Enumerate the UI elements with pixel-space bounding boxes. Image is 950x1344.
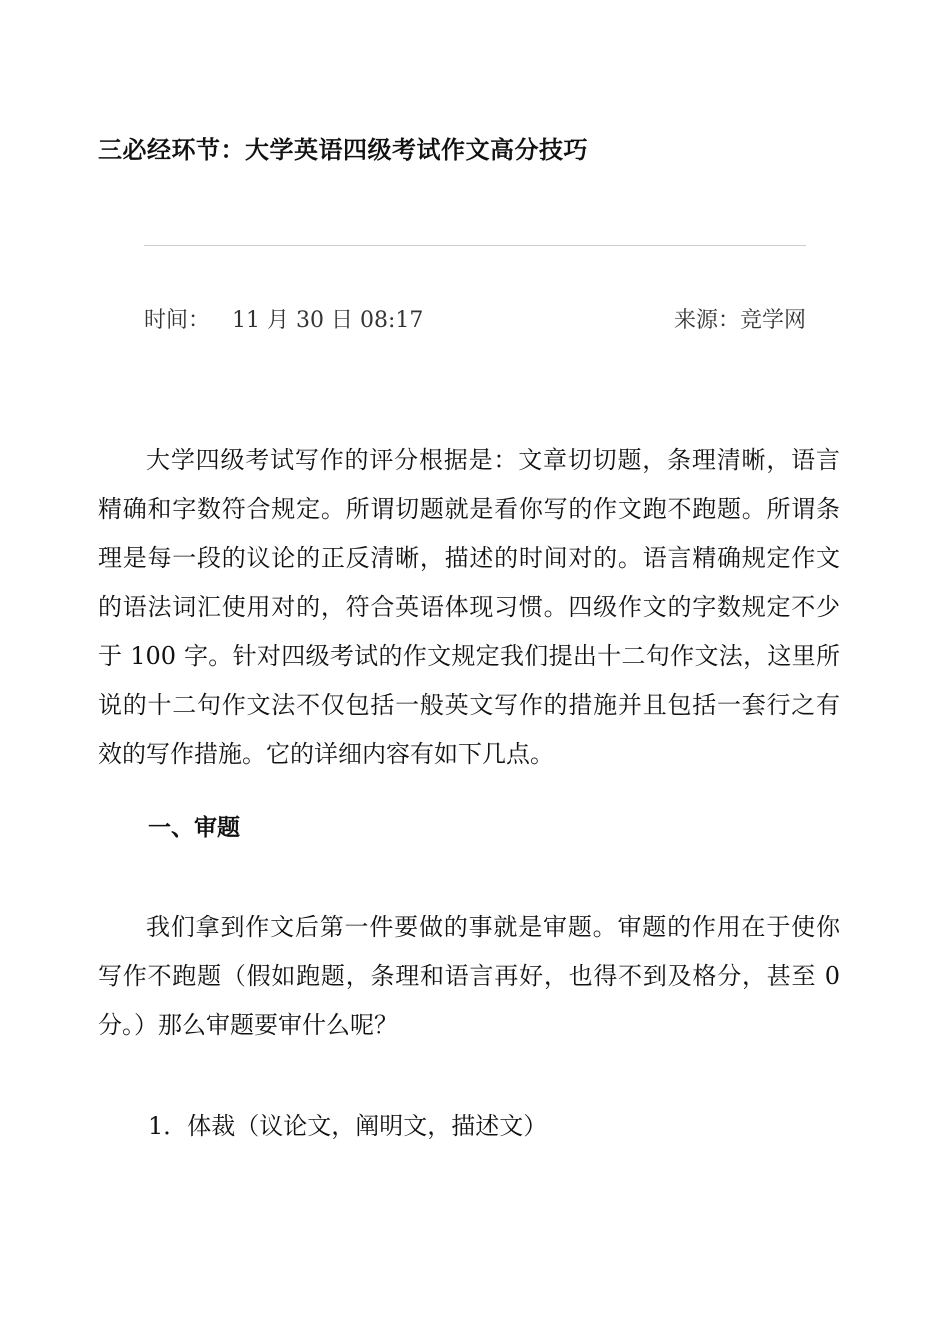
source-label: 来源：	[673, 308, 740, 333]
time-label: 时间：	[144, 308, 211, 333]
article-source	[674, 305, 806, 337]
publish-time	[144, 305, 423, 337]
source-value: 竞学网	[739, 308, 806, 333]
body-paragraph: 我们拿到作文后第一件要做的事就是审题。审题的作用在于使你写作不跑题（假如跑题，条理和语言再好，也得不到及格分，甚至 0 分。）那么审题要审什么呢？	[98, 913, 840, 1039]
section-heading: 一、审题	[148, 815, 240, 841]
list-item: 1．体裁（议论文，阐明文，描述文）	[148, 1112, 548, 1140]
article-title: 三必经环节：大学英语四级考试作文高分技巧	[98, 136, 588, 164]
time-value: 11 月 30 日 08:17	[232, 308, 424, 333]
title-divider	[144, 245, 806, 246]
intro-paragraph: 大学四级考试写作的评分根据是：文章切切题，条理清晰，语言精确和字数符合规定。所谓切题就是看你写的作文跑不跑题。所谓条理是每一段的议论的正反清晰，描述的时间对的。语言精确规定作文的语法词汇使用对的，符合英语体现习惯。四级作文的字数规定不少于 100 字。针对四级考试的作文规定我们提出十二句作文法，这里所说的十二句作文法不仅包括一般英文写作的措施并且包括一套行之有效的写作措施。它的详细内容有如下几点。	[98, 446, 840, 768]
